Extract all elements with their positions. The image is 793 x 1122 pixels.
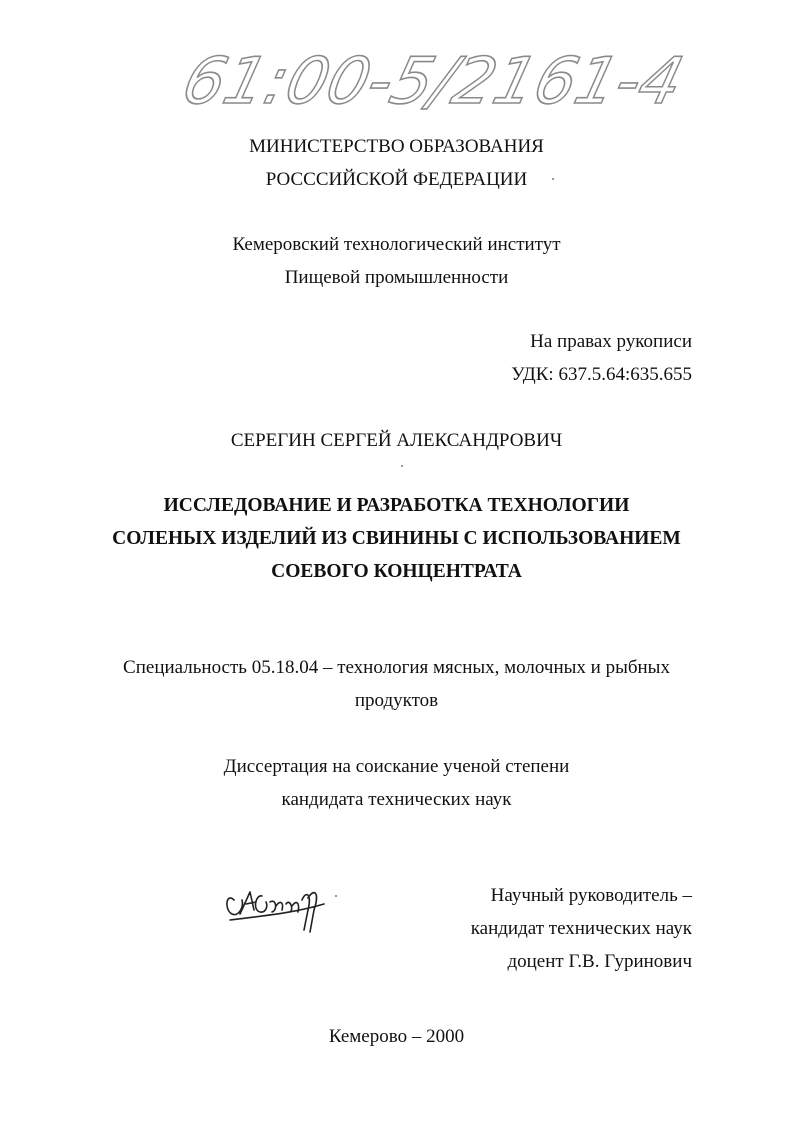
scan-speck (401, 465, 403, 467)
supervisor-line-1: Научный руководитель – (490, 885, 692, 906)
dissertation-line-1: Диссертация на соискание ученой степени (223, 756, 570, 777)
supervisor-line-2: кандидат технических наук (470, 918, 692, 939)
ministry-line-2: РОСССИЙСКОЙ ФЕДЕРАЦИИ (265, 169, 528, 190)
institute-line-2: Пищевой промышленности (284, 267, 509, 288)
scan-speck (552, 178, 554, 180)
specialty-line-2: продуктов (354, 690, 439, 711)
title-line-1: ИССЛЕДОВАНИЕ И РАЗРАБОТКА ТЕХНОЛОГИИ (163, 495, 630, 516)
handwritten-archive-number (160, 45, 700, 135)
ministry-line-1: МИНИСТЕРСТВО ОБРАЗОВАНИЯ (249, 136, 544, 157)
author-signature (220, 870, 330, 940)
manuscript-rights: На правах рукописи (530, 331, 692, 352)
title-line-2: СОЛЕНЫХ ИЗДЕЛИЙ ИЗ СВИНИНЫ С ИСПОЛЬЗОВАНИЕМ (112, 528, 681, 549)
archive-number-text: 61:00-5/2161-4 (175, 45, 691, 119)
place-and-year: Кемерово – 2000 (328, 1026, 465, 1047)
udc-code: УДК: 637.5.64:635.655 (511, 364, 692, 385)
specialty-line-1: Специальность 05.18.04 – технология мясных, молочных и рыбных (123, 657, 670, 678)
author-name: СЕРЕГИН СЕРГЕЙ АЛЕКСАНДРОВИЧ (230, 430, 563, 451)
institute-line-1: Кемеровский технологический институт (232, 234, 561, 255)
dissertation-line-2: кандидата технических наук (281, 789, 512, 810)
title-line-3: СОЕВОГО КОНЦЕНТРАТА (271, 561, 522, 582)
scan-speck (335, 895, 337, 897)
supervisor-line-3: доцент Г.В. Гуринович (507, 951, 692, 972)
